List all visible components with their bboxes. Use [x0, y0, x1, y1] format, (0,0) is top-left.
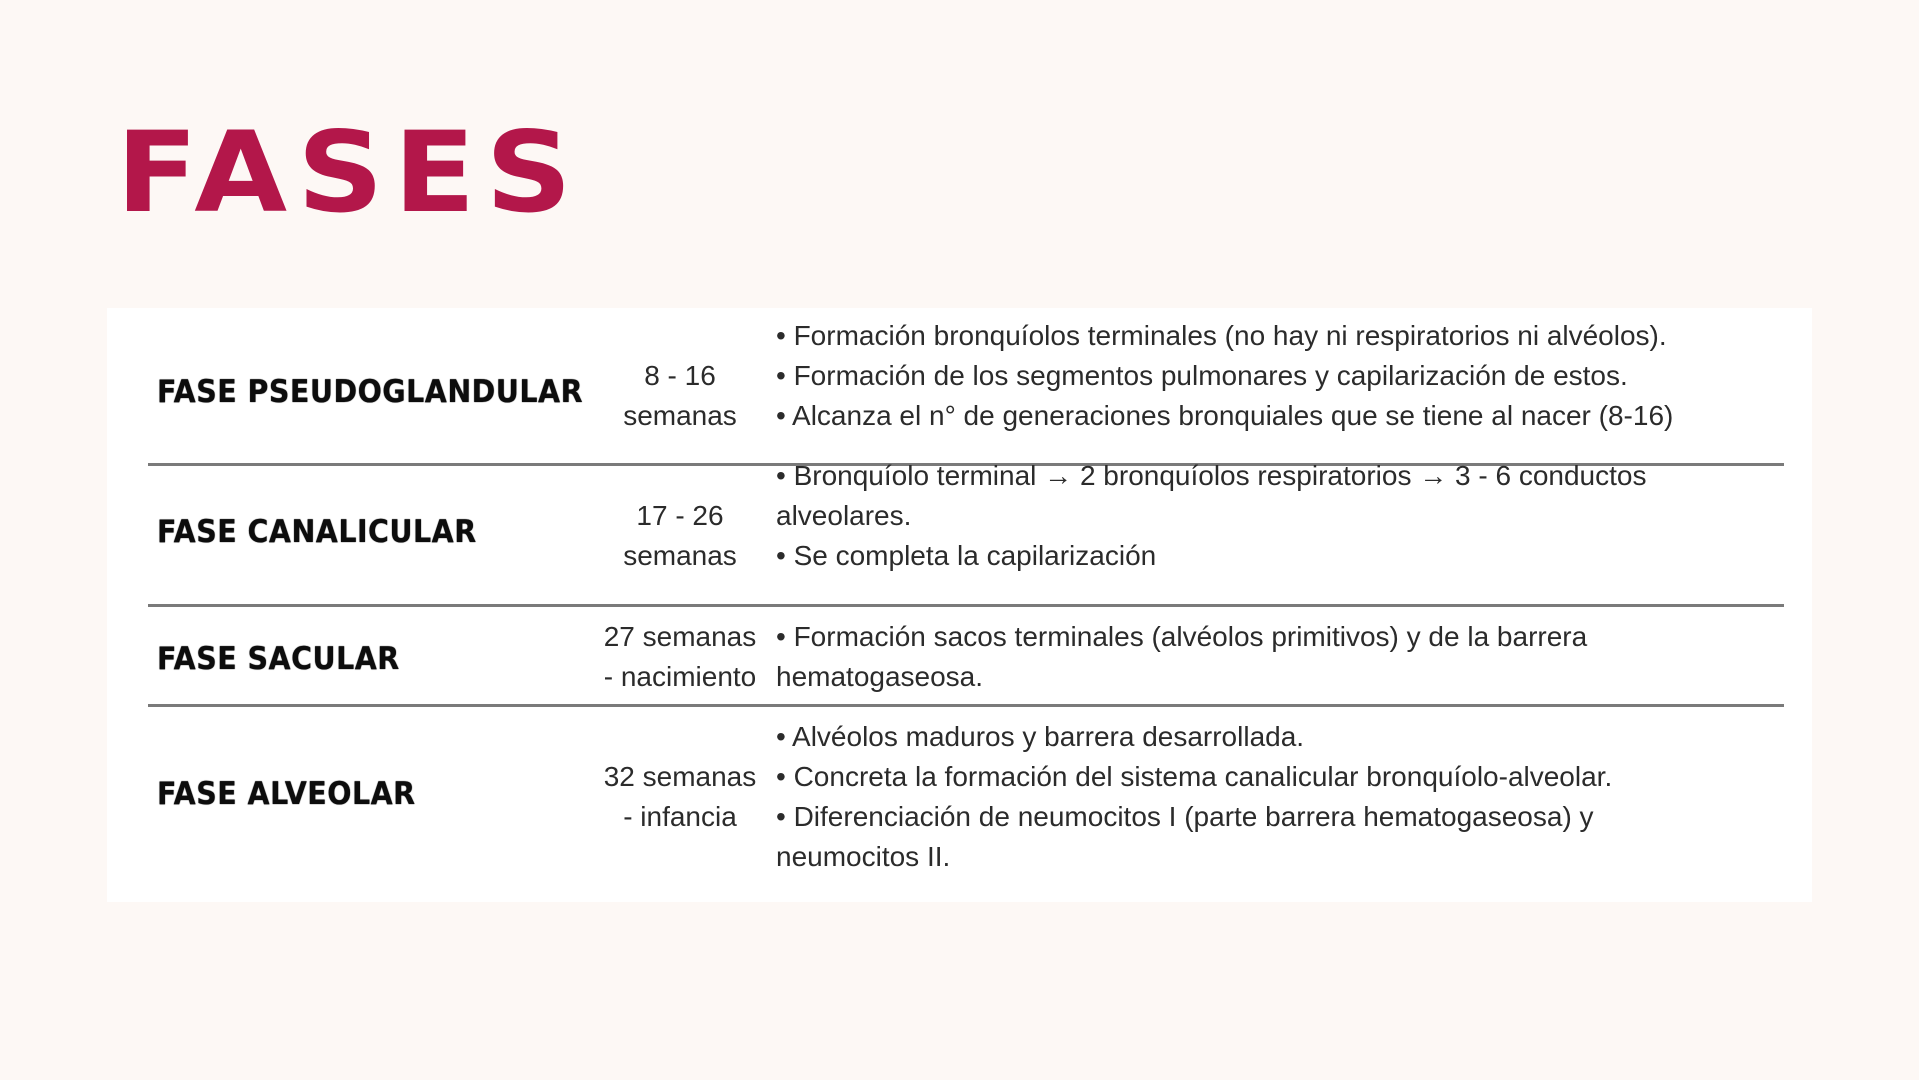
table-row-pseudoglandular [148, 320, 1784, 460]
phases-table [107, 308, 1812, 902]
period-line: - infancia [623, 801, 737, 832]
description-line: • Se completa la capilarización [776, 540, 1157, 571]
description-line: • Concreta la formación del sistema canalicular bronquíolo-alveolar. [776, 761, 1613, 792]
period-line: 27 semanas [603, 621, 757, 652]
phase-period [580, 496, 780, 576]
row-divider [148, 704, 1784, 707]
period-line: 32 semanas [603, 761, 757, 792]
phase-period [580, 617, 780, 697]
description-line: • Alvéolos maduros y barrera desarrollada. [776, 721, 1305, 752]
description-line: hematogaseosa. [776, 661, 984, 692]
table-row-sacular [148, 610, 1784, 705]
row-divider [148, 604, 1784, 607]
description-line: • Formación de los segmentos pulmonares y capilarización de estos. [776, 360, 1628, 391]
phase-period [580, 757, 780, 837]
description-line: • Formación bronquíolos terminales (no hay ni respiratorios ni alvéolos). [776, 320, 1667, 351]
period-line: semanas [623, 400, 737, 431]
page-title: FASES [116, 108, 582, 238]
description-line: neumocitos II. [776, 841, 951, 872]
period-line: - nacimiento [603, 661, 757, 692]
phase-description [776, 456, 1776, 576]
phase-period [580, 356, 780, 436]
period-line: 8 - 16 [644, 360, 716, 391]
description-line: • Formación sacos terminales (alvéolos primitivos) y de la barrera [776, 621, 1588, 652]
period-line: 17 - 26 [636, 500, 724, 531]
phase-description [776, 316, 1776, 436]
description-line: • Alcanza el n° de generaciones bronquiales que se tiene al nacer (8-16) [776, 400, 1674, 431]
description-line: • Bronquíolo terminal → 2 bronquíolos respiratorios → 3 - 6 conductos [776, 460, 1647, 491]
period-line: semanas [623, 540, 737, 571]
phase-name: FASE SACULAR [157, 641, 400, 677]
phase-description [776, 617, 1776, 697]
table-row-canalicular [148, 460, 1784, 600]
description-line: • Diferenciación de neumocitos I (parte barrera hematogaseosa) y [776, 801, 1594, 832]
table-row-alveolar [148, 710, 1784, 890]
phase-name: FASE PSEUDOGLANDULAR [157, 374, 584, 410]
phase-name: FASE ALVEOLAR [157, 776, 416, 812]
phase-description [776, 717, 1776, 877]
description-line: alveolares. [776, 500, 912, 531]
phase-name: FASE CANALICULAR [157, 514, 477, 550]
